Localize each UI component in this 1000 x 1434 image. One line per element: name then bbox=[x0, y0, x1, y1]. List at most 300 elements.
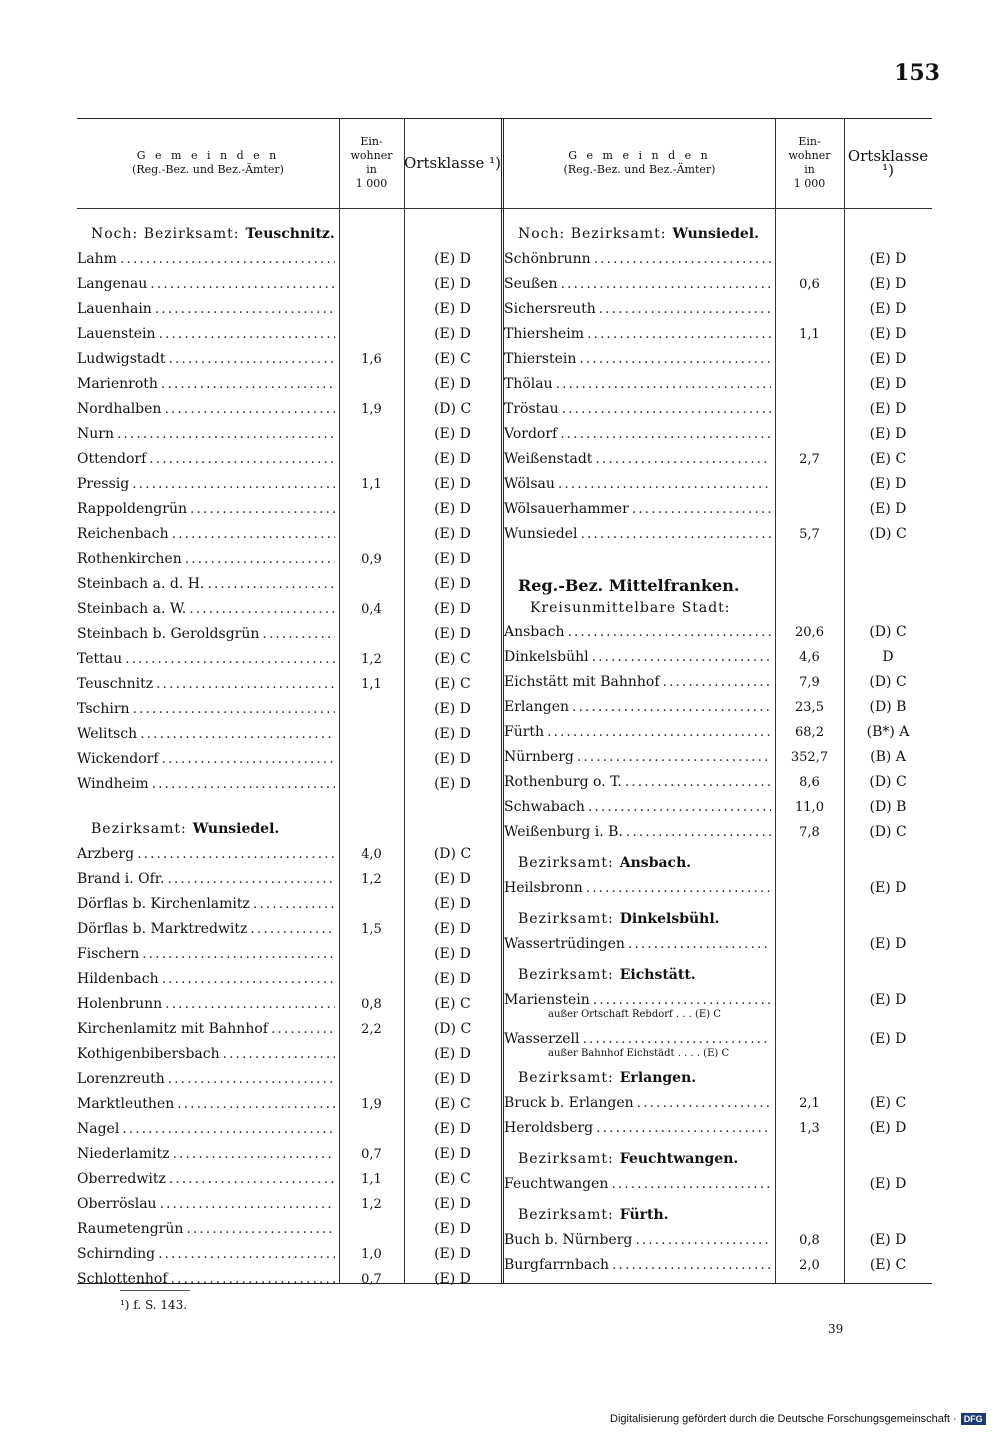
leader-dots bbox=[207, 572, 335, 597]
table-row bbox=[504, 720, 932, 745]
table-row bbox=[77, 297, 501, 322]
gemeinde-name-cell bbox=[77, 892, 335, 917]
table-row bbox=[77, 1042, 501, 1067]
gemeinde-name-cell bbox=[77, 547, 335, 572]
ortsklasse-value: D bbox=[882, 649, 894, 665]
leader-dots bbox=[223, 1042, 335, 1067]
table-row bbox=[77, 422, 501, 447]
section-district: Dinkelsbühl. bbox=[619, 911, 720, 927]
einwohner-value: 2,2 bbox=[361, 1022, 382, 1037]
gemeinde-name-cell bbox=[504, 745, 771, 770]
gemeinde-name: Arzberg bbox=[77, 846, 135, 862]
table-row bbox=[77, 247, 501, 272]
table-row bbox=[77, 1117, 501, 1142]
table-row bbox=[77, 472, 501, 497]
leader-dots bbox=[167, 867, 335, 892]
region-heading: Reg.-Bez. Mittelfranken. bbox=[518, 576, 740, 595]
ortsklasse-value: (E) D bbox=[869, 936, 907, 952]
table-row bbox=[77, 867, 501, 892]
leader-dots bbox=[577, 745, 771, 770]
leader-dots bbox=[561, 272, 771, 297]
leader-dots bbox=[625, 770, 771, 795]
gemeinde-name: Lauenstein bbox=[77, 326, 156, 342]
table-row bbox=[77, 572, 501, 597]
gemeinde-name: Thierstein bbox=[504, 351, 577, 367]
ortsklasse-value: (E) D bbox=[434, 946, 471, 962]
table-row bbox=[77, 892, 501, 917]
leader-dots bbox=[161, 372, 335, 397]
ortsklasse-value: (E) D bbox=[434, 1221, 471, 1237]
einwohner-value: 1,0 bbox=[361, 1247, 382, 1262]
leader-dots bbox=[599, 297, 771, 322]
gemeinde-name-cell bbox=[77, 992, 335, 1017]
gemeinde-name: Steinbach a. W. bbox=[77, 601, 187, 617]
ortsklasse-value: (E) D bbox=[434, 1196, 471, 1212]
leader-dots bbox=[156, 672, 335, 697]
gemeinde-name: Kothigenbibersbach bbox=[77, 1046, 220, 1062]
table-row bbox=[77, 1142, 501, 1167]
gemeinde-name: Lahm bbox=[77, 251, 117, 267]
gemeinde-name-cell bbox=[504, 1091, 771, 1116]
table-row bbox=[504, 795, 932, 820]
gemeinde-name-cell bbox=[504, 347, 771, 372]
gemeinde-name-cell bbox=[77, 722, 335, 747]
leader-dots bbox=[594, 247, 771, 272]
table-row bbox=[504, 422, 932, 447]
gemeinde-name: Steinbach b. Geroldsgrün bbox=[77, 626, 260, 642]
gemeinde-name-cell bbox=[77, 1017, 335, 1042]
gemeinde-name-cell bbox=[77, 1192, 335, 1217]
section-district: Feuchtwangen. bbox=[619, 1151, 739, 1167]
table-row bbox=[504, 347, 932, 372]
table-row bbox=[504, 472, 932, 497]
ortsklasse-value: (E) C bbox=[434, 351, 471, 367]
table-row bbox=[77, 1092, 501, 1117]
gemeinde-name-cell bbox=[77, 1217, 335, 1242]
leader-dots bbox=[628, 932, 771, 957]
gemeinde-name-cell bbox=[504, 472, 771, 497]
leader-dots bbox=[547, 720, 771, 745]
leader-dots bbox=[560, 422, 771, 447]
gemeinde-name: Erlangen bbox=[504, 699, 570, 715]
ortsklasse-value: (E) D bbox=[869, 992, 907, 1008]
leader-dots bbox=[150, 272, 335, 297]
ortsklasse-value: (D) C bbox=[433, 1021, 472, 1037]
table-row bbox=[77, 772, 501, 797]
gemeinde-name-cell bbox=[77, 247, 335, 272]
table-row bbox=[504, 272, 932, 297]
header-rule bbox=[77, 208, 932, 209]
section-heading bbox=[518, 222, 759, 247]
section-prefix: Bezirksamt: bbox=[518, 855, 614, 871]
table-row bbox=[77, 647, 501, 672]
ortsklasse-value: (E) D bbox=[434, 476, 471, 492]
leader-dots bbox=[587, 322, 771, 347]
gemeinde-name: Nordhalben bbox=[77, 401, 162, 417]
section-district: Wunsiedel. bbox=[192, 821, 280, 837]
gemeinde-name-cell bbox=[77, 397, 335, 422]
ortsklasse-value: (D) B bbox=[869, 799, 907, 815]
gemeinde-name: Seußen bbox=[504, 276, 558, 292]
einwohner-value: 2,0 bbox=[799, 1258, 820, 1273]
gemeinde-name-cell bbox=[504, 932, 771, 957]
gemeinde-name: Nagel bbox=[77, 1121, 120, 1137]
gemeinde-name: Langenau bbox=[77, 276, 148, 292]
table-row bbox=[77, 272, 501, 297]
leader-dots bbox=[159, 322, 335, 347]
gemeinde-name: Steinbach a. d. H. bbox=[77, 576, 205, 592]
ortsklasse-value: (E) D bbox=[434, 451, 471, 467]
ortsklasse-value: (E) C bbox=[434, 996, 471, 1012]
gemeinde-name: Dörflas b. Marktredwitz bbox=[77, 921, 248, 937]
gemeinde-name: Weißenburg i. B. bbox=[504, 824, 623, 840]
einwohner-value: 0,8 bbox=[799, 1233, 820, 1248]
table-row bbox=[77, 322, 501, 347]
gemeinde-name: Dinkelsbühl bbox=[504, 649, 589, 665]
einwohner-value: 1,9 bbox=[361, 1097, 382, 1112]
ortsklasse-value: (E) D bbox=[434, 1046, 471, 1062]
ortsklasse-value: (D) B bbox=[869, 699, 907, 715]
section-district: Wunsiedel. bbox=[672, 226, 759, 242]
gemeinde-name: Fischern bbox=[77, 946, 140, 962]
ortsklasse-value: (E) D bbox=[869, 251, 907, 267]
gemeinde-name: Wasserzell bbox=[504, 1031, 580, 1047]
table-row bbox=[504, 522, 932, 547]
gemeinde-name-cell bbox=[504, 695, 771, 720]
leader-dots bbox=[186, 1217, 335, 1242]
exception-note: außer Ortschaft Rebdorf . . . (E) C bbox=[548, 1009, 721, 1020]
gemeinde-name: Pressig bbox=[77, 476, 130, 492]
gemeinde-name: Eichstätt mit Bahnhof bbox=[504, 674, 660, 690]
table-row bbox=[504, 770, 932, 795]
gemeinde-name: Thiersheim bbox=[504, 326, 585, 342]
gemeinde-name-cell bbox=[77, 497, 335, 522]
leader-dots bbox=[635, 1228, 771, 1253]
gemeinde-name-cell bbox=[77, 967, 335, 992]
header-ortsklasse-right: Ortsklasse ¹) bbox=[847, 147, 929, 179]
leader-dots bbox=[558, 472, 771, 497]
gemeinde-name: Marienroth bbox=[77, 376, 158, 392]
ortsklasse-value: (E) C bbox=[434, 1171, 471, 1187]
einwohner-value: 0,8 bbox=[361, 997, 382, 1012]
section-prefix: Noch: Bezirksamt: bbox=[518, 226, 667, 242]
gemeinde-name-cell bbox=[77, 697, 335, 722]
einwohner-value: 8,6 bbox=[799, 775, 820, 790]
gemeinde-name: Teuschnitz bbox=[77, 676, 154, 692]
digitization-notice bbox=[610, 1413, 986, 1425]
leader-dots bbox=[262, 622, 335, 647]
gemeinde-name-cell bbox=[504, 620, 771, 645]
gemeinde-name: Heroldsberg bbox=[504, 1120, 594, 1136]
table-row bbox=[77, 917, 501, 942]
table-row bbox=[77, 1217, 501, 1242]
leader-dots bbox=[663, 670, 771, 695]
table-row bbox=[77, 497, 501, 522]
table-row bbox=[504, 497, 932, 522]
einwohner-value: 0,6 bbox=[799, 277, 820, 292]
leader-dots bbox=[133, 697, 335, 722]
leader-dots bbox=[250, 917, 335, 942]
ortsklasse-value: (D) C bbox=[869, 526, 907, 542]
einwohner-value: 1,2 bbox=[361, 1197, 382, 1212]
leader-dots bbox=[611, 1172, 771, 1197]
section-heading bbox=[518, 963, 696, 988]
table-row bbox=[504, 670, 932, 695]
table-row bbox=[77, 447, 501, 472]
einwohner-value: 11,0 bbox=[795, 800, 824, 815]
leader-dots bbox=[586, 876, 771, 901]
gemeinde-name: Weißenstadt bbox=[504, 451, 593, 467]
gemeinde-name: Thölau bbox=[504, 376, 553, 392]
gemeinde-name-cell bbox=[77, 297, 335, 322]
gemeinde-name-cell bbox=[77, 1142, 335, 1167]
einwohner-value: 1,2 bbox=[361, 872, 382, 887]
ortsklasse-value: (E) D bbox=[869, 1176, 907, 1192]
gemeinde-name: Ansbach bbox=[504, 624, 565, 640]
gemeinde-name-cell bbox=[504, 770, 771, 795]
ortsklasse-value: (E) D bbox=[434, 1271, 471, 1287]
table-row bbox=[77, 967, 501, 992]
ortsklasse-value: (E) D bbox=[434, 426, 471, 442]
gemeinde-name-cell bbox=[504, 297, 771, 322]
table-row bbox=[504, 620, 932, 645]
subsection-heading: Kreisunmittelbare Stadt: bbox=[530, 600, 731, 616]
ortsklasse-value: (E) C bbox=[869, 1095, 907, 1111]
ortsklasse-value: (E) D bbox=[434, 1071, 471, 1087]
table-row bbox=[77, 722, 501, 747]
table-row bbox=[77, 597, 501, 622]
gemeinde-name: Tschirn bbox=[77, 701, 130, 717]
einwohner-value: 1,1 bbox=[361, 1172, 382, 1187]
gemeinde-name-cell bbox=[504, 397, 771, 422]
leader-dots bbox=[579, 347, 771, 372]
gemeinde-name: Oberröslau bbox=[77, 1196, 157, 1212]
gemeinde-name: Wölsauerhammer bbox=[504, 501, 629, 517]
ortsklasse-value: (E) D bbox=[434, 376, 471, 392]
gemeinde-name-cell bbox=[77, 1067, 335, 1092]
leader-dots bbox=[164, 397, 335, 422]
ortsklasse-value: (E) D bbox=[434, 871, 471, 887]
gemeinde-name: Wassertrüdingen bbox=[504, 936, 625, 952]
ortsklasse-value: (E) D bbox=[434, 896, 471, 912]
table-row bbox=[504, 876, 932, 901]
gemeinde-name: Marktleuthen bbox=[77, 1096, 175, 1112]
table-row bbox=[504, 322, 932, 347]
gemeinde-name-cell bbox=[77, 347, 335, 372]
gemeinde-name: Marienstein bbox=[504, 992, 590, 1008]
section-prefix: Noch: Bezirksamt: bbox=[91, 226, 240, 242]
table-row bbox=[504, 1253, 932, 1278]
header-gemeinden-right: G e m e i n d e n (Reg.-Bez. und Bez.-Ämter) bbox=[563, 149, 716, 176]
gemeinde-name-cell bbox=[504, 820, 771, 845]
leader-dots bbox=[171, 1267, 335, 1292]
ortsklasse-value: (E) D bbox=[869, 1232, 907, 1248]
leader-dots bbox=[632, 497, 771, 522]
table-row bbox=[77, 1017, 501, 1042]
table-row bbox=[504, 745, 932, 770]
ortsklasse-value: (E) D bbox=[869, 1120, 907, 1136]
leader-dots bbox=[132, 472, 335, 497]
table-row bbox=[504, 247, 932, 272]
section-heading bbox=[91, 222, 335, 247]
table-row bbox=[77, 942, 501, 967]
leader-dots bbox=[588, 795, 771, 820]
leader-dots bbox=[185, 547, 335, 572]
header-ortsklasse-left: Ortsklasse ¹) bbox=[404, 154, 501, 172]
section-district: Erlangen. bbox=[619, 1070, 697, 1086]
table-row bbox=[77, 672, 501, 697]
ortsklasse-value: (E) C bbox=[434, 651, 471, 667]
section-district: Ansbach. bbox=[619, 855, 692, 871]
table-row bbox=[77, 1067, 501, 1092]
ortsklasse-value: (E) D bbox=[434, 626, 471, 642]
gemeinde-name: Heilsbronn bbox=[504, 880, 583, 896]
leader-dots bbox=[162, 747, 335, 772]
einwohner-value: 0,9 bbox=[361, 552, 382, 567]
gemeinde-name-cell bbox=[77, 597, 335, 622]
ortsklasse-value: (E) D bbox=[434, 1246, 471, 1262]
gemeinde-name: Schönbrunn bbox=[504, 251, 591, 267]
einwohner-value: 0,4 bbox=[361, 602, 382, 617]
table-row bbox=[77, 522, 501, 547]
gemeinde-name: Windheim bbox=[77, 776, 149, 792]
gemeinde-name-cell bbox=[504, 497, 771, 522]
gemeinde-name: Kirchenlamitz mit Bahnhof bbox=[77, 1021, 268, 1037]
digitization-text: Digitalisierung gefördert durch die Deutsche Forschungsgemeinschaft · bbox=[610, 1413, 957, 1425]
leader-dots bbox=[140, 722, 335, 747]
ortsklasse-value: (E) D bbox=[869, 376, 907, 392]
gemeinde-name: Buch b. Nürnberg bbox=[504, 1232, 633, 1248]
ortsklasse-value: (B*) A bbox=[866, 724, 910, 740]
gemeinde-name-cell bbox=[504, 272, 771, 297]
gemeinde-name: Rappoldengrün bbox=[77, 501, 187, 517]
leader-dots bbox=[137, 842, 335, 867]
ortsklasse-value: (E) D bbox=[869, 301, 907, 317]
gemeinde-name: Schlottenhof bbox=[77, 1271, 168, 1287]
ortsklasse-value: (E) D bbox=[434, 971, 471, 987]
ortsklasse-value: (E) C bbox=[869, 451, 907, 467]
gemeinde-name-cell bbox=[77, 1042, 335, 1067]
section-heading bbox=[518, 907, 720, 932]
einwohner-value: 23,5 bbox=[795, 700, 824, 715]
ortsklasse-value: (E) D bbox=[434, 921, 471, 937]
gemeinde-name: Rothenburg o. T. bbox=[504, 774, 622, 790]
gemeinde-name-cell bbox=[504, 372, 771, 397]
gemeinde-name-cell bbox=[77, 272, 335, 297]
table-row bbox=[504, 1172, 932, 1197]
gemeinde-name-cell bbox=[77, 572, 335, 597]
header-gemeinden-left: G e m e i n d e n (Reg.-Bez. und Bez.-Ämter) bbox=[132, 149, 284, 176]
leader-dots bbox=[271, 1017, 335, 1042]
section-prefix: Bezirksamt: bbox=[518, 967, 614, 983]
ortsklasse-value: (E) D bbox=[869, 351, 907, 367]
gemeinde-name-cell bbox=[77, 842, 335, 867]
ortsklasse-value: (E) D bbox=[869, 276, 907, 292]
table-row bbox=[77, 1242, 501, 1267]
ortsklasse-value: (E) D bbox=[434, 576, 471, 592]
einwohner-value: 0,7 bbox=[361, 1272, 382, 1287]
ortsklasse-value: (E) C bbox=[434, 1096, 471, 1112]
ortsklasse-value: (E) D bbox=[434, 1121, 471, 1137]
gemeinde-name: Vordorf bbox=[504, 426, 558, 442]
gemeinde-name-cell bbox=[77, 1242, 335, 1267]
gemeinde-name: Lorenzreuth bbox=[77, 1071, 165, 1087]
einwohner-value: 5,7 bbox=[799, 527, 820, 542]
table-row bbox=[504, 372, 932, 397]
gemeinde-name-cell bbox=[504, 795, 771, 820]
ortsklasse-value: (E) D bbox=[434, 526, 471, 542]
gemeinde-name: Schwabach bbox=[504, 799, 585, 815]
gemeinde-name: Hildenbach bbox=[77, 971, 159, 987]
ortsklasse-value: (D) C bbox=[433, 846, 472, 862]
gemeinde-name-cell bbox=[77, 672, 335, 697]
einwohner-value: 1,5 bbox=[361, 922, 382, 937]
einwohner-value: 68,2 bbox=[795, 725, 824, 740]
gemeinden-table bbox=[77, 118, 932, 1287]
ortsklasse-value: (E) D bbox=[434, 701, 471, 717]
gemeinde-name-cell bbox=[77, 917, 335, 942]
leader-dots bbox=[168, 347, 335, 372]
leader-dots bbox=[596, 1116, 771, 1141]
leader-dots bbox=[556, 372, 771, 397]
gemeinde-name-cell bbox=[77, 942, 335, 967]
gemeinde-name: Wölsau bbox=[504, 476, 555, 492]
ortsklasse-value: (E) C bbox=[869, 1257, 907, 1273]
table-row bbox=[504, 297, 932, 322]
table-row bbox=[504, 397, 932, 422]
leader-dots bbox=[160, 1192, 335, 1217]
leader-dots bbox=[177, 1092, 335, 1117]
ortsklasse-value: (E) D bbox=[434, 501, 471, 517]
ortsklasse-value: (E) D bbox=[869, 401, 907, 417]
ortsklasse-value: (E) D bbox=[869, 326, 907, 342]
header-einwohner-left: Ein- wohner in 1 000 bbox=[350, 135, 393, 190]
gemeinde-name-cell bbox=[77, 867, 335, 892]
gemeinde-name: Burgfarrnbach bbox=[504, 1257, 610, 1273]
leader-dots bbox=[120, 247, 335, 272]
ortsklasse-value: (E) D bbox=[869, 476, 907, 492]
gemeinde-name: Holenbrunn bbox=[77, 996, 163, 1012]
gemeinde-name: Ludwigstadt bbox=[77, 351, 166, 367]
einwohner-value: 1,2 bbox=[361, 652, 382, 667]
gemeinde-name: Fürth bbox=[504, 724, 545, 740]
leader-dots bbox=[169, 1167, 335, 1192]
header-einwohner-right: Ein- wohner in 1 000 bbox=[788, 135, 831, 190]
einwohner-value: 2,7 bbox=[799, 452, 820, 467]
section-district: Fürth. bbox=[619, 1207, 669, 1223]
dfg-logo: DFG bbox=[961, 1413, 986, 1425]
section-prefix: Bezirksamt: bbox=[91, 821, 187, 837]
einwohner-value: 1,9 bbox=[361, 402, 382, 417]
gemeinde-name-cell bbox=[504, 422, 771, 447]
section-prefix: Bezirksamt: bbox=[518, 911, 614, 927]
gemeinde-name: Brand i. Ofr. bbox=[77, 871, 165, 887]
gemeinde-name-cell bbox=[77, 1267, 335, 1292]
einwohner-value: 0,7 bbox=[361, 1147, 382, 1162]
page-number: 153 bbox=[894, 60, 940, 86]
leader-dots bbox=[149, 447, 335, 472]
einwohner-value: 7,9 bbox=[799, 675, 820, 690]
gemeinde-name: Feuchtwangen bbox=[504, 1176, 609, 1192]
leader-dots bbox=[637, 1091, 771, 1116]
section-heading bbox=[518, 1066, 696, 1091]
gemeinde-name: Lauenhain bbox=[77, 301, 152, 317]
einwohner-value: 1,1 bbox=[361, 677, 382, 692]
table-row bbox=[504, 1116, 932, 1141]
table-row bbox=[504, 932, 932, 957]
einwohner-value: 4,6 bbox=[799, 650, 820, 665]
gemeinde-name: Sichersreuth bbox=[504, 301, 596, 317]
